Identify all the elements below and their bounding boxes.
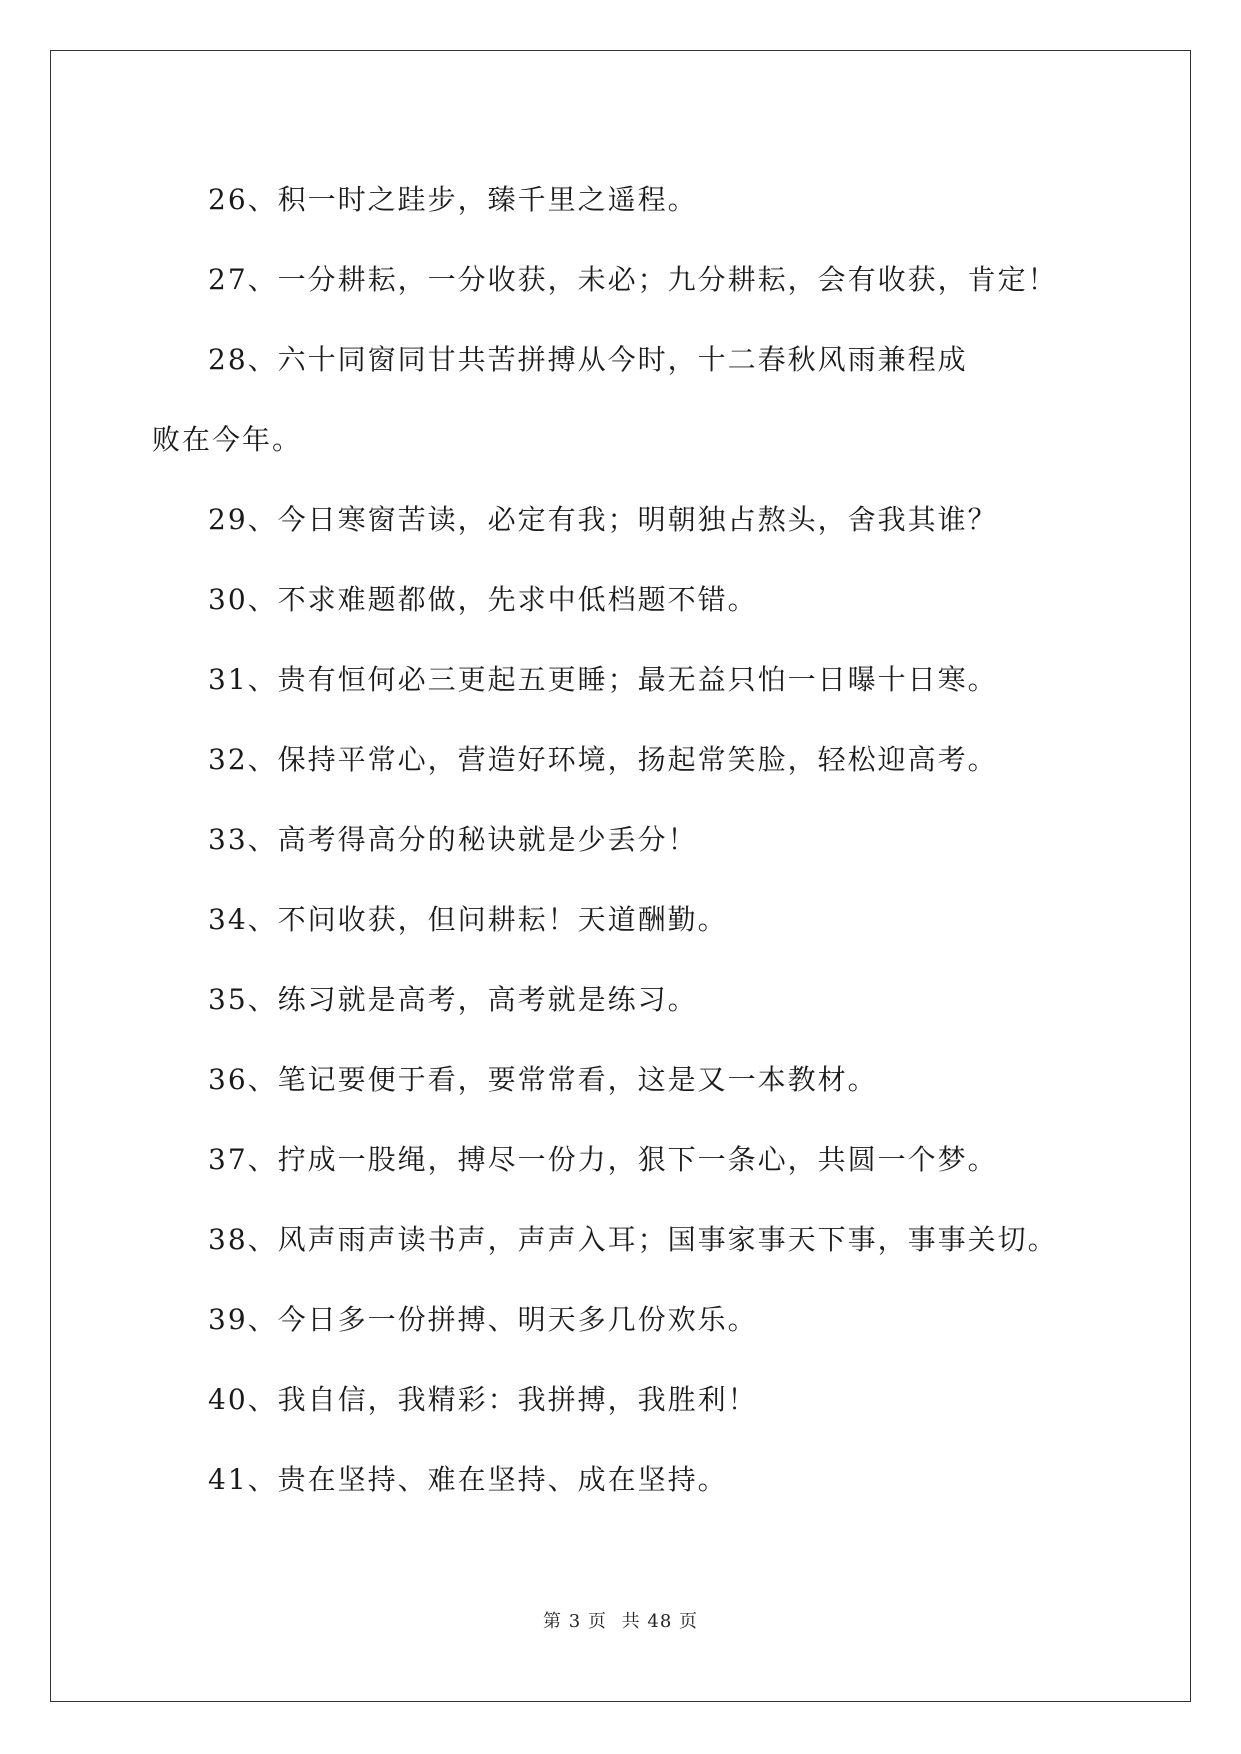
page-number: 第 3 页 [543, 1611, 607, 1632]
paragraph-36: 36、笔记要便于看，要常常看，这是又一本教材。 [208, 1063, 878, 1096]
page-total: 共 48 页 [621, 1611, 698, 1632]
paragraph-31: 31、贵有恒何必三更起五更睡；最无益只怕一日曝十日寒。 [208, 663, 998, 696]
paragraph-34: 34、不问收获，但问耕耘！天道酬勤。 [208, 903, 728, 936]
paragraph-29: 29、今日寒窗苦读，必定有我；明朝独占熬头，舍我其谁？ [208, 503, 998, 536]
paragraph-39: 39、今日多一份拼搏、明天多几份欢乐。 [208, 1303, 758, 1336]
paragraph-32: 32、保持平常心，营造好环境，扬起常笑脸，轻松迎高考。 [208, 743, 998, 776]
paragraph-40: 40、我自信，我精彩：我拼搏，我胜利！ [208, 1383, 758, 1416]
page-footer [0, 1607, 1241, 1633]
paragraph-27: 27、一分耕耘，一分收获，未必；九分耕耘，会有收获，肯定！ [208, 263, 1058, 296]
paragraph-37: 37、拧成一股绳，搏尽一份力，狠下一条心，共圆一个梦。 [208, 1143, 998, 1176]
paragraph-30: 30、不求难题都做，先求中低档题不错。 [208, 583, 758, 616]
document-body [152, 160, 1092, 1520]
paragraph-35: 35、练习就是高考，高考就是练习。 [208, 983, 698, 1016]
paragraph-38: 38、风声雨声读书声，声声入耳；国事家事天下事，事事关切。 [208, 1223, 1058, 1256]
paragraph-33: 33、高考得高分的秘诀就是少丢分！ [208, 823, 698, 856]
paragraph-28: 28、六十同窗同甘共苦拼搏从今时，十二春秋风雨兼程成败在今年。 [152, 343, 968, 456]
paragraph-41: 41、贵在坚持、难在坚持、成在坚持。 [208, 1463, 728, 1496]
paragraph-26: 26、积一时之跬步，臻千里之遥程。 [208, 183, 698, 216]
